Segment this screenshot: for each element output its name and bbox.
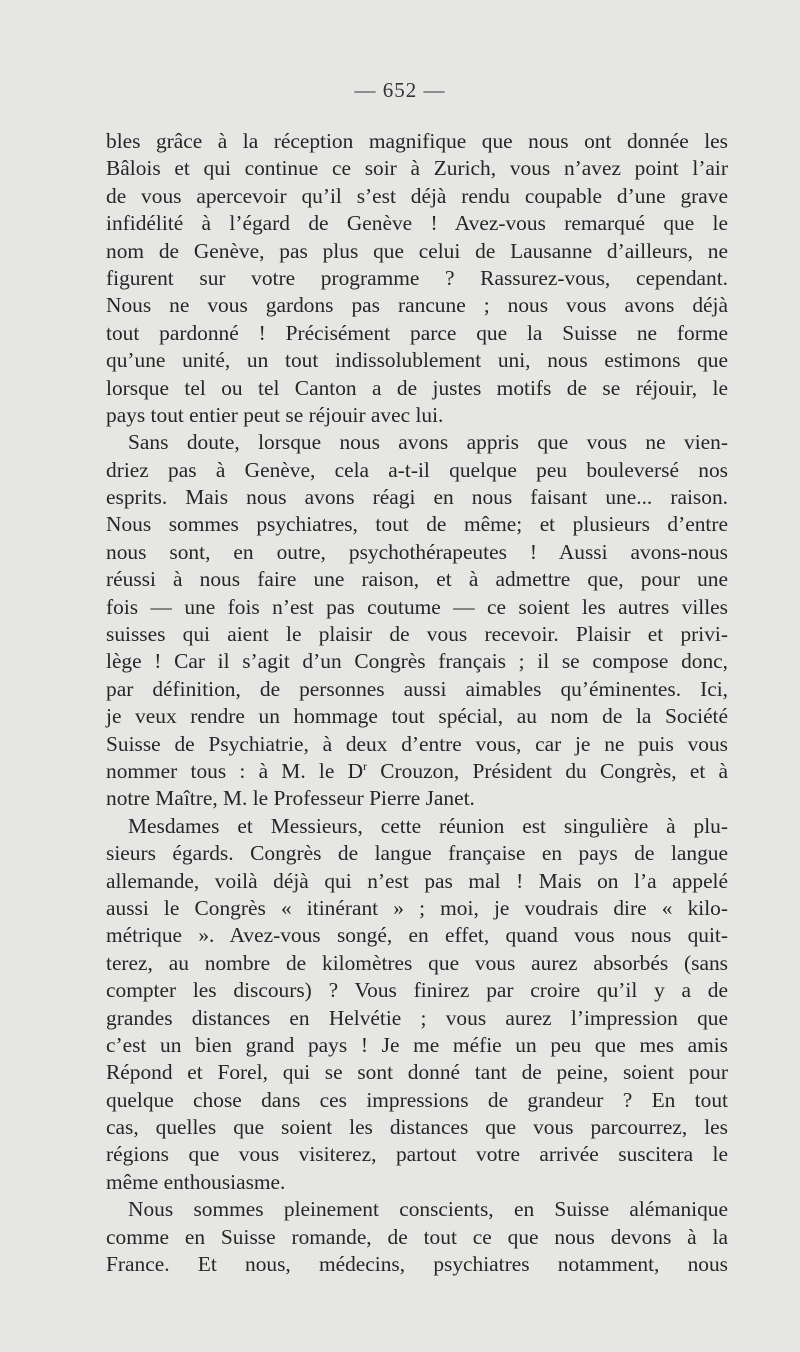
text-line: compter les discours) ? Vous finirez par croire qu’il y a de — [106, 978, 728, 1003]
text-line: driez pas à Genève, cela a-t-il quelque peu bouleversé nos — [106, 457, 728, 482]
text-line: je veux rendre un hommage tout spécial, au nom de la Société — [106, 704, 728, 729]
text-line: terez, au nombre de kilomètres que vous aurez absorbés (sans — [106, 950, 728, 975]
text-line: tout pardonné ! Précisément parce que la Suisse ne forme — [106, 320, 728, 345]
text-line: Répond et Forel, qui se sont donné tant de peine, soient pour — [106, 1060, 728, 1085]
text-line: comme en Suisse romande, de tout ce que nous devons à la — [106, 1224, 728, 1249]
text-line: bles grâce à la réception magnifique que nous ont donnée les — [106, 129, 728, 153]
text-line: sieurs égards. Congrès de langue française en pays de langue — [106, 841, 728, 866]
text-line: suisses qui aient le plaisir de vous recevoir. Plaisir et privi- — [106, 622, 728, 647]
text-line: quelque chose dans ces impressions de grandeur ? En tout — [106, 1087, 728, 1112]
text-line: même enthousiasme. — [106, 1169, 286, 1194]
text-line: aussi le Congrès « itinérant » ; moi, je voudrais dire « kilo- — [106, 895, 728, 920]
text-line: Suisse de Psychiatrie, à deux d’entre vous, car je ne puis vous — [106, 731, 728, 756]
text-line: nom de Genève, pas plus que celui de Lausanne d’ailleurs, ne — [106, 238, 728, 263]
text-line: esprits. Mais nous avons réagi en nous faisant une... raison. — [106, 485, 728, 510]
text-line: lège ! Car il s’agit d’un Congrès français ; il se compose donc, — [106, 649, 728, 674]
text-line: notre Maître, M. le Professeur Pierre Janet. — [106, 786, 475, 811]
text-line: qu’une unité, un tout indissolublement uni, nous estimons que — [106, 348, 728, 373]
text-line: Nous sommes psychiatres, tout de même; et plusieurs d’entre — [106, 512, 728, 537]
text-line: Nous sommes pleinement conscients, en Suisse alémanique — [128, 1197, 728, 1222]
text-line: allemande, voilà déjà qui n’est pas mal ! Mais on l’a appelé — [106, 868, 728, 893]
body-text — [106, 128, 728, 1278]
text-line: Nous ne vous gardons pas rancune ; nous vous avons déjà — [106, 293, 728, 318]
text-line: Sans doute, lorsque nous avons appris que vous ne vien- — [128, 430, 728, 455]
text-line: lorsque tel ou tel Canton a de justes motifs de se réjouir, le — [106, 375, 728, 400]
text-line: de vous apercevoir qu’il s’est déjà rendu coupable d’une grave — [106, 183, 728, 208]
text-line: fois — une fois n’est pas coutume — ce soient les autres villes — [106, 594, 728, 619]
text-line: réussi à nous faire une raison, et à admettre que, pour une — [106, 567, 728, 592]
text-line: nous sont, en outre, psychothérapeutes ! Aussi avons-nous — [106, 539, 728, 564]
page-number: — 652 — — [354, 78, 446, 102]
text-line: infidélité à l’égard de Genève ! Avez-vous remarqué que le — [106, 211, 728, 236]
text-line: métrique ». Avez-vous songé, en effet, quand vous nous quit- — [106, 923, 728, 948]
text-line: c’est un bien grand pays ! Je me méfie un peu que mes amis — [106, 1032, 728, 1057]
text-line: figurent sur votre programme ? Rassurez-vous, cependant. — [106, 265, 728, 290]
text-line: par définition, de personnes aussi aimables qu’éminentes. Ici, — [106, 676, 728, 701]
text-line: cas, quelles que soient les distances que vous parcourrez, les — [106, 1115, 728, 1140]
text-line: régions que vous visiterez, partout votre arrivée suscitera le — [106, 1142, 728, 1167]
text-line: Mesdames et Messieurs, cette réunion est singulière à plu- — [128, 813, 728, 838]
text-line: pays tout entier peut se réjouir avec lui. — [106, 402, 444, 427]
text-line: France. Et nous, médecins, psychiatres notamment, nous — [106, 1252, 728, 1277]
text-line: grandes distances en Helvétie ; vous aurez l’impression que — [106, 1005, 728, 1030]
text-line: nommer tous : à M. le $D^r$ Crouzon, Président du Congrès, et à — [106, 758, 728, 783]
text-line: Bâlois et qui continue ce soir à Zurich, vous n’avez point l’air — [106, 156, 728, 181]
